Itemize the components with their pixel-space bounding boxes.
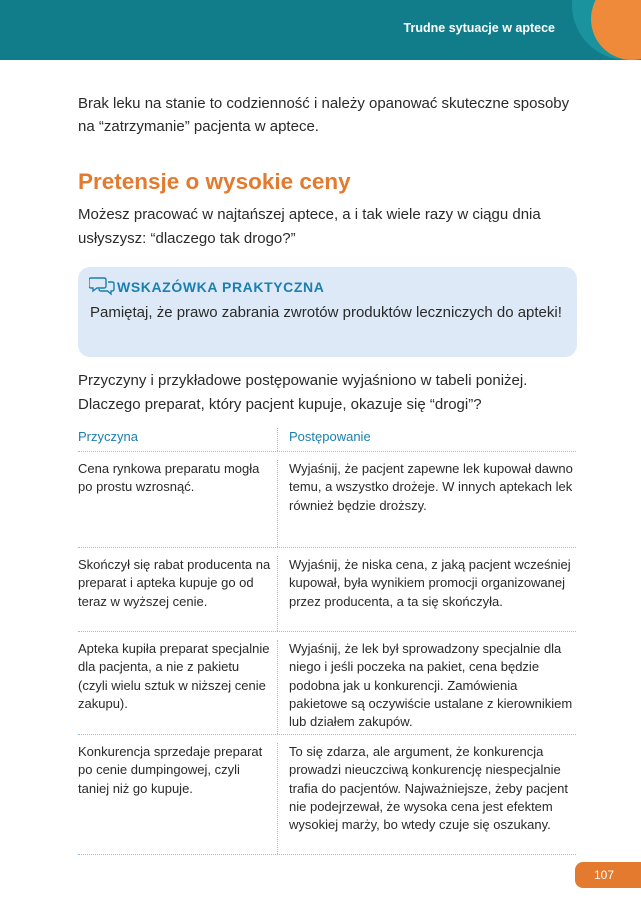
table-row <box>78 735 576 855</box>
causes-actions-table <box>78 424 576 855</box>
table-cell-cause: Cena rynkowa preparatu mogła po prostu wzrosnąć. <box>78 461 260 495</box>
column-header-cause: Przyczyna <box>78 429 138 444</box>
practical-tip-heading: WSKAZÓWKA PRAKTYCZNA <box>117 279 325 295</box>
table-row <box>78 452 576 548</box>
page-header <box>0 0 641 60</box>
table-cell-cause: Konkurencja sprzedaje preparat po cenie dumpingowej, czyli taniej niż go kupuje. <box>78 744 263 796</box>
practical-tip-box <box>78 267 577 357</box>
section-heading: Pretensje o wysokie ceny <box>78 169 351 194</box>
intro-paragraph: Brak leku na stanie to codzienność i należy opanować skuteczne sposoby na “zatrzymanie” pacjenta w aptece. <box>78 95 570 135</box>
table-row <box>78 548 576 632</box>
table-cell-action: To się zdarza, ale argument, że konkurencja prowadzi nieuczciwą konkurencję niespecjalnie trafia do pacjentów. Najważniejsze, żeby pacjent nie podejrzewał, że wysoka cena jest efektem wysokiej marży, bo wtedy czuje się oszukany. <box>277 743 576 854</box>
table-cell-action: Wyjaśnij, że pacjent zapewne lek kupował dawno temu, a wszystko drożeje. W innych aptekach lek również będzie droższy. <box>277 460 576 547</box>
table-header-row <box>78 424 576 452</box>
table-cell-action: Wyjaśnij, że lek był sprowadzony specjalnie dla niego i jeśli poczeka na pakiet, cena będzie podobna jak u konkurencji. Zamówienia pakietowe są oczywiście ustalane z kierownikiem lub działem zakupów. <box>277 640 576 734</box>
speech-bubbles-icon <box>89 276 115 296</box>
running-header-title: Trudne sytuacje w aptece <box>403 21 555 35</box>
page-number: 107 <box>575 862 641 888</box>
table-row <box>78 632 576 735</box>
table-cell-cause: Skończył się rabat producenta na preparat i apteka kupuje go od teraz w wyższej cenie. <box>78 557 271 609</box>
column-header-action: Postępowanie <box>277 428 576 451</box>
table-cell-cause: Apteka kupiła preparat specjalnie dla pacjenta, a nie z pakietu (czyli wielu sztuk w niższej cenie zakupu). <box>78 641 270 711</box>
practical-tip-text: Pamiętaj, że prawo zabrania zwrotów produktów leczniczych do apteki! <box>90 304 562 321</box>
table-intro-paragraph: Przyczyny i przykładowe postępowanie wyjaśniono w tabeli poniżej. Dlaczego preparat, który pacjent kupuje, okazuje się “drogi”? <box>78 372 528 413</box>
section-paragraph: Możesz pracować w najtańszej aptece, a i tak wiele razy w ciągu dnia usłyszysz: “dlaczego tak drogo?” <box>78 206 541 247</box>
table-cell-action: Wyjaśnij, że niska cena, z jaką pacjent wcześniej kupował, była wynikiem promocji organizowanej przez producenta, a ta się skończyła. <box>277 556 576 631</box>
